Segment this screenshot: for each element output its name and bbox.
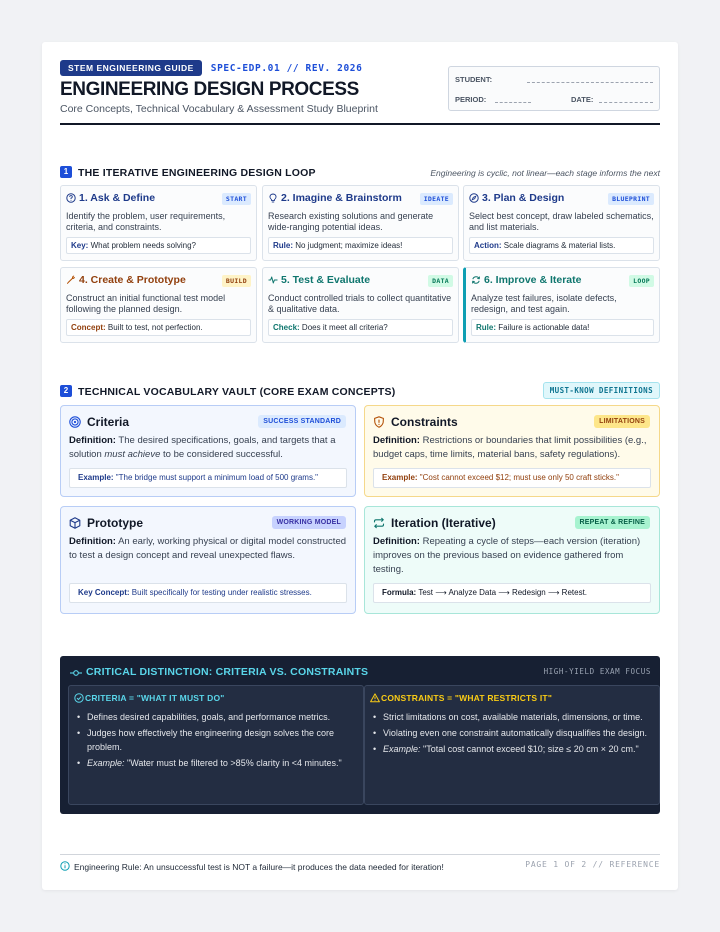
vocab-tag: WORKING MODEL — [272, 516, 346, 529]
loop-card-tag: IDEATE — [420, 193, 453, 205]
loop-card-plan-design — [463, 185, 660, 261]
vocab-tag: REPEAT & REFINE — [575, 516, 651, 529]
cube-icon — [69, 517, 81, 529]
vocab-card-prototype — [60, 506, 356, 614]
loop-card-ask-define — [60, 185, 257, 261]
section-2-title: TECHNICAL VOCABULARY VAULT (CORE EXAM CONCEPTS) — [78, 386, 396, 398]
loop-card-desc: Identify the problem, user requirements, criteria, and constraints. — [66, 211, 226, 232]
loop-card-desc: Conduct controlled trials to collect quantitative & qualitative data. — [268, 293, 452, 314]
key-text: Failure is actionable data! — [498, 323, 590, 332]
loop-card-title: 2. Imagine & Brainstorm — [281, 192, 402, 204]
example-text: "Cost cannot exceed $12; must use only 50 craft sticks." — [417, 473, 619, 482]
example-text: Test ⟶ Analyze Data ⟶ Redesign ⟶ Retest. — [416, 588, 588, 597]
section-1-title: THE ITERATIVE ENGINEERING DESIGN LOOP — [78, 167, 316, 179]
def-label: Definition: — [69, 536, 116, 547]
header-divider — [60, 123, 660, 125]
loop-card-desc: Research existing solutions and generate wide-ranging potential ideas. — [268, 211, 434, 232]
criteria-list — [77, 710, 352, 772]
vocab-tag: SUCCESS STANDARD — [258, 415, 346, 428]
loop-card-tag: BUILD — [222, 275, 251, 287]
loop-card-key — [268, 237, 453, 254]
loop-card-title: 5. Test & Evaluate — [281, 274, 371, 286]
loop-card-tag: DATA — [428, 275, 453, 287]
vocab-title: Prototype — [87, 516, 144, 530]
loop-card-desc: Construct an initial functional test model following the planned design. — [66, 293, 226, 314]
loop-card-key — [66, 237, 251, 254]
example-label: Example: — [78, 473, 114, 482]
refresh-icon — [471, 275, 481, 285]
key-label: Concept: — [71, 323, 106, 332]
vocab-example — [69, 583, 347, 603]
example-text: "Total cost cannot exceed $10; size ≤ 20 cm × 20 cm." — [420, 743, 639, 754]
list-item: • Strict limitations on cost, available materials, dimensions, or time. — [373, 710, 648, 724]
list-item — [373, 742, 648, 756]
page-indicator: PAGE 1 OF 2 // REFERENCE — [525, 860, 660, 869]
loop-card-title: 1. Ask & Define — [79, 192, 156, 204]
spec-code: SPEC-EDP.01 // REV. 2026 — [210, 62, 363, 74]
must-know-badge: MUST-KNOW DEFINITIONS — [543, 382, 660, 399]
page-title: ENGINEERING DESIGN PROCESS — [60, 79, 359, 100]
loop-card-title: 4. Create & Prototype — [79, 274, 186, 286]
loop-card-title: 6. Improve & Iterate — [484, 274, 582, 286]
shield-icon — [373, 416, 385, 428]
list-item: • Violating even one constraint automatically disqualifies the design. — [373, 726, 648, 740]
vocab-definition — [373, 434, 651, 462]
example-label: Key Concept: — [78, 588, 130, 597]
loop-card-tag: LOOP — [629, 275, 654, 287]
vocab-title: Iteration (Iterative) — [391, 516, 496, 530]
constraints-heading: CONSTRAINTS = "WHAT RESTRICTS IT" — [381, 693, 553, 703]
example-text: Built specifically for testing under realistic stresses. — [129, 588, 312, 597]
vocab-definition — [69, 434, 347, 462]
key-label: Action: — [474, 241, 502, 250]
example-label: Formula: — [382, 588, 417, 597]
date-label: DATE: — [571, 95, 594, 104]
vocab-card-iteration — [364, 506, 660, 614]
guide-badge: STEM ENGINEERING GUIDE — [60, 60, 202, 76]
example-label: Example: — [87, 757, 125, 768]
loop-card-tag: BLUEPRINT — [608, 193, 654, 205]
vocab-example — [373, 583, 651, 603]
vocab-title: Criteria — [87, 415, 130, 429]
section-1-number: 1 — [60, 166, 72, 178]
vocab-tag: LIMITATIONS — [594, 415, 650, 428]
def-text: Restrictions or boundaries that limit possibilities (e.g., budget caps, time limits, material bans, safety regulations). — [373, 435, 647, 460]
list-item: • Judges how effectively the engineering design solves the core problem. — [77, 726, 352, 755]
critical-distinction-panel — [60, 656, 660, 814]
key-label: Key: — [71, 241, 89, 250]
commit-icon — [70, 668, 82, 678]
pulse-icon — [268, 275, 278, 285]
criteria-heading: CRITERIA = "WHAT IT MUST DO" — [85, 693, 225, 703]
def-text-end: to be considered successful. — [160, 449, 283, 460]
def-label: Definition: — [373, 435, 420, 446]
def-text: Repeating a cycle of steps—each version (iteration) improves on the previous based on evidence gathered from testing. — [373, 536, 641, 575]
loop-card-key — [469, 237, 654, 254]
header-badges — [60, 60, 362, 76]
student-label: STUDENT: — [455, 75, 493, 84]
loop-card-key — [66, 319, 251, 336]
compass-icon — [469, 193, 479, 203]
constraints-panel — [364, 685, 660, 805]
loop-card-key — [268, 319, 453, 336]
loop-card-tag: START — [222, 193, 251, 205]
loop-card-imagine-brainstorm — [262, 185, 459, 261]
example-text: "The bridge must support a minimum load of 500 grams." — [113, 473, 319, 482]
key-text: Built to test, not perfection. — [107, 323, 203, 332]
constraints-list — [373, 710, 648, 757]
section-2-number: 2 — [60, 385, 72, 397]
def-text: The desired specifications, goals, and targets that a solution — [69, 435, 336, 460]
check-circle-icon — [74, 693, 84, 703]
def-label: Definition: — [373, 536, 420, 547]
loop-card-create-prototype — [60, 267, 257, 343]
footer-rule-text: Engineering Rule: An unsuccessful test is NOT a failure—it produces the data needed for iteration! — [74, 862, 444, 872]
lightbulb-icon — [268, 193, 278, 203]
loop-card-improve-iterate — [463, 267, 660, 343]
key-text: What problem needs solving? — [90, 241, 196, 250]
footer-divider — [60, 854, 660, 855]
section-1-note: Engineering is cyclic, not linear—each stage informs the next — [430, 168, 660, 178]
student-field[interactable] — [527, 82, 653, 83]
vocab-example — [373, 468, 651, 488]
exam-focus-label: HIGH-YIELD EXAM FOCUS — [543, 667, 651, 676]
info-circle-icon — [60, 861, 70, 871]
vocab-card-constraints — [364, 405, 660, 497]
loop-card-title: 3. Plan & Design — [482, 192, 565, 204]
repeat-icon — [373, 517, 385, 529]
key-label: Rule: — [273, 241, 293, 250]
vocab-example — [69, 468, 347, 488]
loop-card-test-evaluate — [262, 267, 459, 343]
example-text: "Water must be filtered to >85% clarity in <4 minutes." — [124, 757, 342, 768]
wrench-icon — [66, 275, 76, 285]
vocab-definition — [69, 535, 347, 563]
vocab-title: Constraints — [391, 415, 458, 429]
key-text: No judgment; maximize ideas! — [295, 241, 403, 250]
study-guide-page — [42, 42, 678, 890]
critical-title: CRITICAL DISTINCTION: CRITERIA VS. CONSTRAINTS — [86, 666, 369, 678]
def-text: An early, working physical or digital model constructed to test a design concept and reveal unexpected flaws. — [69, 536, 347, 561]
key-label: Check: — [273, 323, 300, 332]
loop-card-desc: Analyze test failures, isolate defects, redesign, and test again. — [471, 293, 617, 314]
def-emphasis: must achieve — [104, 449, 161, 460]
key-text: Does it meet all criteria? — [301, 323, 388, 332]
vocab-card-criteria — [60, 405, 356, 497]
example-label: Example: — [383, 743, 421, 754]
criteria-panel — [68, 685, 364, 805]
key-label: Rule: — [476, 323, 496, 332]
def-label: Definition: — [69, 435, 116, 446]
loop-card-desc: Select best concept, draw labeled schematics, and list materials. — [469, 211, 654, 232]
loop-card-key — [471, 319, 654, 336]
question-circle-icon — [66, 193, 76, 203]
target-icon — [69, 416, 81, 428]
period-label: PERIOD: — [455, 95, 487, 104]
warning-triangle-icon — [370, 693, 380, 703]
list-item: • Defines desired capabilities, goals, and performance metrics. — [77, 710, 352, 724]
page-subtitle: Core Concepts, Technical Vocabulary & Assessment Study Blueprint — [60, 103, 378, 115]
date-field[interactable] — [599, 102, 653, 103]
key-text: Scale diagrams & material lists. — [503, 241, 616, 250]
student-info-box — [448, 66, 660, 111]
vocab-definition — [373, 535, 651, 577]
example-label: Example: — [382, 473, 418, 482]
period-field[interactable] — [495, 102, 531, 103]
list-item — [77, 756, 352, 770]
